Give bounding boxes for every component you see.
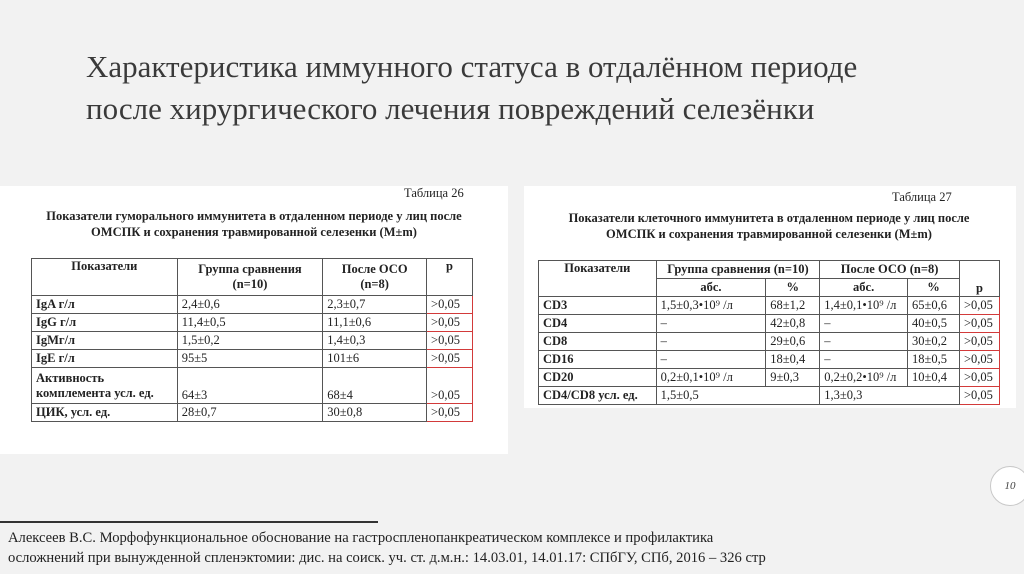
- row-label: CD4: [539, 315, 657, 333]
- cell-p: >0,05: [427, 350, 473, 368]
- table-27: [538, 260, 1000, 405]
- header-cell: Группа сравнения (n=10): [656, 261, 820, 279]
- cell-group-pct: 29±0,6: [766, 333, 820, 351]
- cell-group-ratio: 1,5±0,5: [656, 387, 820, 405]
- row-label: CD16: [539, 351, 657, 369]
- table-row: [32, 332, 473, 350]
- row-label: ЦИК, усл. ед.: [32, 404, 178, 422]
- header-cell: После ОСО (n=8): [323, 259, 427, 296]
- table-27-panel: [524, 186, 1016, 408]
- cell-after-pct: 10±0,4: [908, 369, 960, 387]
- slide-title: [86, 46, 1006, 130]
- table-26-caption-line-1: Показатели гуморального иммунитета в отдаленном периоде у лиц после: [46, 209, 462, 223]
- row-label: Активность комплемента усл. ед.: [32, 368, 178, 404]
- header-cell: p: [427, 259, 473, 296]
- cell-p: >0,05: [427, 296, 473, 314]
- table-header-row: [32, 259, 473, 296]
- table-row: [539, 369, 1000, 387]
- cell-after-abs: 1,4±0,1•10⁹ /л: [820, 297, 908, 315]
- subheader-cell: %: [766, 279, 820, 297]
- cell-p: >0,05: [427, 314, 473, 332]
- cell-group-pct: 9±0,3: [766, 369, 820, 387]
- table-row: [32, 368, 473, 404]
- row-label: IgE г/л: [32, 350, 178, 368]
- header-cell: Показатели: [539, 261, 657, 297]
- table-27-caption: [544, 210, 994, 242]
- cell-p: >0,05: [959, 333, 999, 351]
- table-27-caption-line-1: Показатели клеточного иммунитета в отдаленном периоде у лиц после: [568, 211, 970, 225]
- row-label: CD4/CD8 усл. ед.: [539, 387, 657, 405]
- row-label: CD20: [539, 369, 657, 387]
- table-26: [31, 258, 473, 422]
- page-number-badge: 10: [990, 466, 1024, 506]
- cell-after-pct: 18±0,5: [908, 351, 960, 369]
- slide-title-line-1: Характеристика иммунного статуса в отдалённом периоде: [86, 49, 858, 84]
- table-row: [539, 351, 1000, 369]
- table-26-label: Таблица 26: [404, 186, 464, 200]
- cell-group: 1,5±0,2: [177, 332, 323, 350]
- table-27-caption-line-2: ОМСПК и сохранения травмированной селезенки (M±m): [606, 227, 932, 241]
- table-row: [32, 350, 473, 368]
- table-row: [539, 333, 1000, 351]
- cell-p: >0,05: [959, 351, 999, 369]
- cell-p: >0,05: [959, 369, 999, 387]
- cell-group-pct: 18±0,4: [766, 351, 820, 369]
- cell-group: 64±3: [177, 368, 323, 404]
- row-label: IgMг/л: [32, 332, 178, 350]
- cell-group: 28±0,7: [177, 404, 323, 422]
- cell-group-pct: 68±1,2: [766, 297, 820, 315]
- cell-group-pct: 42±0,8: [766, 315, 820, 333]
- row-label: CD3: [539, 297, 657, 315]
- cell-group-abs: 0,2±0,1•10⁹ /л: [656, 369, 766, 387]
- cell-group-abs: –: [656, 315, 766, 333]
- cell-p: >0,05: [427, 404, 473, 422]
- row-label: IgG г/л: [32, 314, 178, 332]
- cell-after: 2,3±0,7: [323, 296, 427, 314]
- header-cell: p: [959, 261, 999, 297]
- table-row: [32, 296, 473, 314]
- cell-p: >0,05: [959, 387, 999, 405]
- cell-group: 95±5: [177, 350, 323, 368]
- cell-after-abs: –: [820, 333, 908, 351]
- cell-p: >0,05: [959, 315, 999, 333]
- cell-group: 2,4±0,6: [177, 296, 323, 314]
- cell-after-abs: –: [820, 351, 908, 369]
- table-26-caption-line-2: ОМСПК и сохранения травмированной селезенки (M±m): [91, 225, 417, 239]
- cell-group-abs: 1,5±0,3•10⁹ /л: [656, 297, 766, 315]
- cell-after-pct: 30±0,2: [908, 333, 960, 351]
- cell-after-ratio: 1,3±0,3: [820, 387, 960, 405]
- header-cell: После ОСО (n=8): [820, 261, 960, 279]
- cell-group-abs: –: [656, 333, 766, 351]
- cell-p: >0,05: [427, 332, 473, 350]
- cell-after-pct: 65±0,6: [908, 297, 960, 315]
- reference-line-1: Алексеев В.С. Морфофункциональное обоснование на гастроспленопанкреатическом комплексе и профилактика: [8, 530, 714, 546]
- cell-after: 30±0,8: [323, 404, 427, 422]
- table-row: [539, 315, 1000, 333]
- table-27-label: Таблица 27: [892, 190, 952, 204]
- slide-title-line-2: после хирургического лечения повреждений селезёнки: [86, 91, 815, 126]
- cell-after-abs: 0,2±0,2•10⁹ /л: [820, 369, 908, 387]
- cell-group: 11,4±0,5: [177, 314, 323, 332]
- cell-p: >0,05: [427, 368, 473, 404]
- reference-divider: [0, 521, 378, 523]
- subheader-cell: абс.: [656, 279, 766, 297]
- table-26-panel: [0, 186, 508, 454]
- table-26-caption: [14, 208, 494, 240]
- cell-after: 1,4±0,3: [323, 332, 427, 350]
- header-cell: Показатели: [32, 259, 178, 296]
- reference-text: [8, 528, 1018, 568]
- reference-line-2: осложнений при вынужденной спленэктомии: дис. на соиск. уч. ст. д.м.н.: 14.03.01, 14.01.17: СПбГУ, СПб, 2016 – 326 стр: [8, 550, 766, 566]
- cell-after: 68±4: [323, 368, 427, 404]
- cell-after-abs: –: [820, 315, 908, 333]
- table-row: [32, 314, 473, 332]
- row-label: IgA г/л: [32, 296, 178, 314]
- cell-group-abs: –: [656, 351, 766, 369]
- table-row: [539, 297, 1000, 315]
- table-row: [32, 404, 473, 422]
- row-label: CD8: [539, 333, 657, 351]
- subheader-cell: %: [908, 279, 960, 297]
- table-header-row: [539, 261, 1000, 279]
- cell-p: >0,05: [959, 297, 999, 315]
- header-cell: Группа сравнения (n=10): [177, 259, 323, 296]
- cell-after-pct: 40±0,5: [908, 315, 960, 333]
- cell-after: 101±6: [323, 350, 427, 368]
- cell-after: 11,1±0,6: [323, 314, 427, 332]
- subheader-cell: абс.: [820, 279, 908, 297]
- table-row: [539, 387, 1000, 405]
